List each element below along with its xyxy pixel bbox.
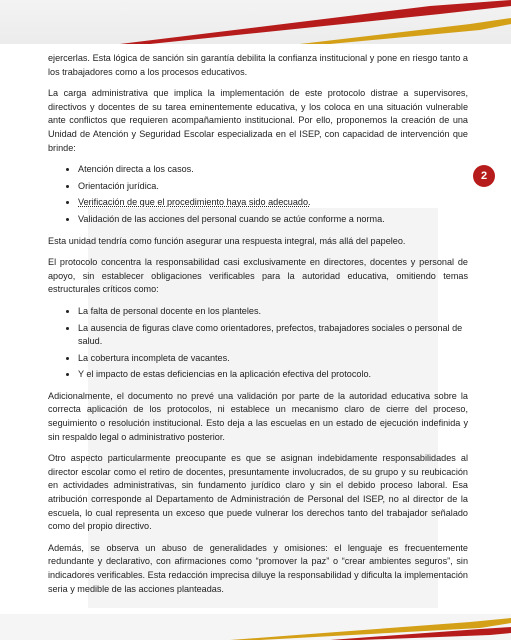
paragraph: Además, se observa un abuso de generalidades y omisiones: el lenguaje es frecuentemente redundante y declarativo, con afirmaciones como “promover la paz” o “crear ambientes seguros”, sin indicadores verificables. Esta redacción imprecisa diluye la responsabilidad y dificulta la implementación seria y medible de las acciones planteadas. xyxy=(48,542,468,594)
paragraph: Adicionalmente, el documento no prevé una validación por parte de la autoridad educativa sobre la correcta aplicación de los protocolos, ni establece un mecanismo claro de cierre del proceso, seguimiento o resolución institucional. Esto deja a las escuelas en un estado de ejecución indefinida y sin respaldo legal o administrativo posterior. xyxy=(48,390,468,442)
list-item: • La falta de personal docente en los planteles. xyxy=(78,305,468,319)
footer-decoration xyxy=(0,614,511,640)
document-body xyxy=(48,52,468,604)
list-item: • La ausencia de figuras clave como orientadores, prefectos, trabajadores sociales o personal de salud. xyxy=(78,322,468,349)
paragraph: Esta unidad tendría como función asegurar una respuesta integral, más allá del papeleo. xyxy=(48,235,406,246)
header-red-stripe xyxy=(120,0,511,44)
header-decoration xyxy=(0,0,511,44)
page-number-badge: 2 xyxy=(473,165,495,187)
bullet-list xyxy=(48,305,468,382)
paragraph: Otro aspecto particularmente preocupante es que se asignan indebidamente responsabilidades al director escolar como el retiro de docentes, presuntamente involucrados, de su grupo y su reubicación en actividades administrativas, sin fundamento jurídico claro y sin el debido proceso laboral. Esa atribución corresponde al Departamento de Administración de Personal del ISEP, no al director de la escuela, lo cual representa un exceso que puede vulnerar los derechos tanto del trabajador señalado como del propio directivo. xyxy=(48,453,468,532)
paragraph: ejercerlas. Esta lógica de sanción sin garantía debilita la confianza institucional y pone en riesgo tanto a los trabajadores como a los procesos educativos. xyxy=(48,53,468,77)
list-item: • Atención directa a los casos. xyxy=(78,163,468,177)
bullet-list xyxy=(48,163,468,226)
paragraph: La carga administrativa que implica la implementación de este protocolo distrae a supervisores, directivos y docentes de su tarea eminentemente educativa, y los coloca en una situación vulnerable ante conflictos que requieren acompañamiento institucional. Por ello, proponemos la creación de una Unidad de Atención y Seguridad Escolar especializada en el ISEP, con capacidad de intervención que brinde: xyxy=(48,88,468,153)
paragraph: El protocolo concentra la responsabilidad casi exclusivamente en directores, docentes y personal de apoyo, sin establecer obligaciones verificables para la autoridad educativa, omitiendo temas estructurales críticos como: xyxy=(48,257,468,295)
list-item: • Orientación jurídica. xyxy=(78,180,468,194)
list-item: • La cobertura incompleta de vacantes. xyxy=(78,352,468,366)
list-item: • Verificación de que el procedimiento haya sido adecuado. xyxy=(78,196,468,210)
list-item: • Validación de las acciones del personal cuando se actúe conforme a norma. xyxy=(78,213,468,227)
footer-gold-stripe xyxy=(230,618,511,640)
list-item: • Y el impacto de estas deficiencias en la aplicación efectiva del protocolo. xyxy=(78,368,468,382)
